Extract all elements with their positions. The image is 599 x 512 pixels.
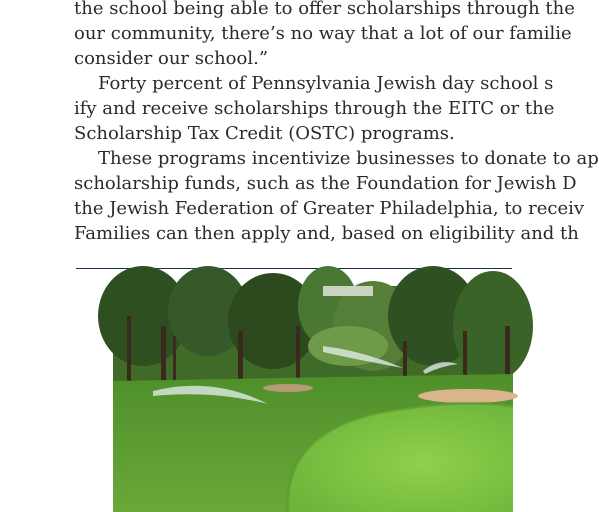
sand-bunker-small bbox=[263, 384, 313, 392]
article-line-8: scholarship funds, such as the Foundation for Jewish D bbox=[74, 173, 577, 194]
article-line-9: the Jewish Federation of Greater Philadelphia, to receiv bbox=[74, 198, 585, 219]
article-line-3: consider our school.” bbox=[74, 48, 269, 69]
golf-course-photo bbox=[113, 286, 513, 512]
article-line-6: Scholarship Tax Credit (OSTC) programs. bbox=[74, 123, 455, 144]
article-line-1: the school being able to offer scholarships through the bbox=[74, 0, 575, 19]
article-line-2: our community, there’s no way that a lot of our familie bbox=[74, 23, 572, 44]
article-line-10: Families can then apply and, based on eligibility and th bbox=[74, 223, 579, 244]
article-line-4: Forty percent of Pennsylvania Jewish day school s bbox=[98, 73, 554, 94]
golf-course-illustration bbox=[113, 286, 513, 512]
article-line-7: These programs incentivize businesses to donate to ap bbox=[98, 148, 599, 169]
sand-bunker bbox=[418, 389, 518, 403]
article-line-5: ify and receive scholarships through the EITC or the bbox=[74, 98, 555, 119]
